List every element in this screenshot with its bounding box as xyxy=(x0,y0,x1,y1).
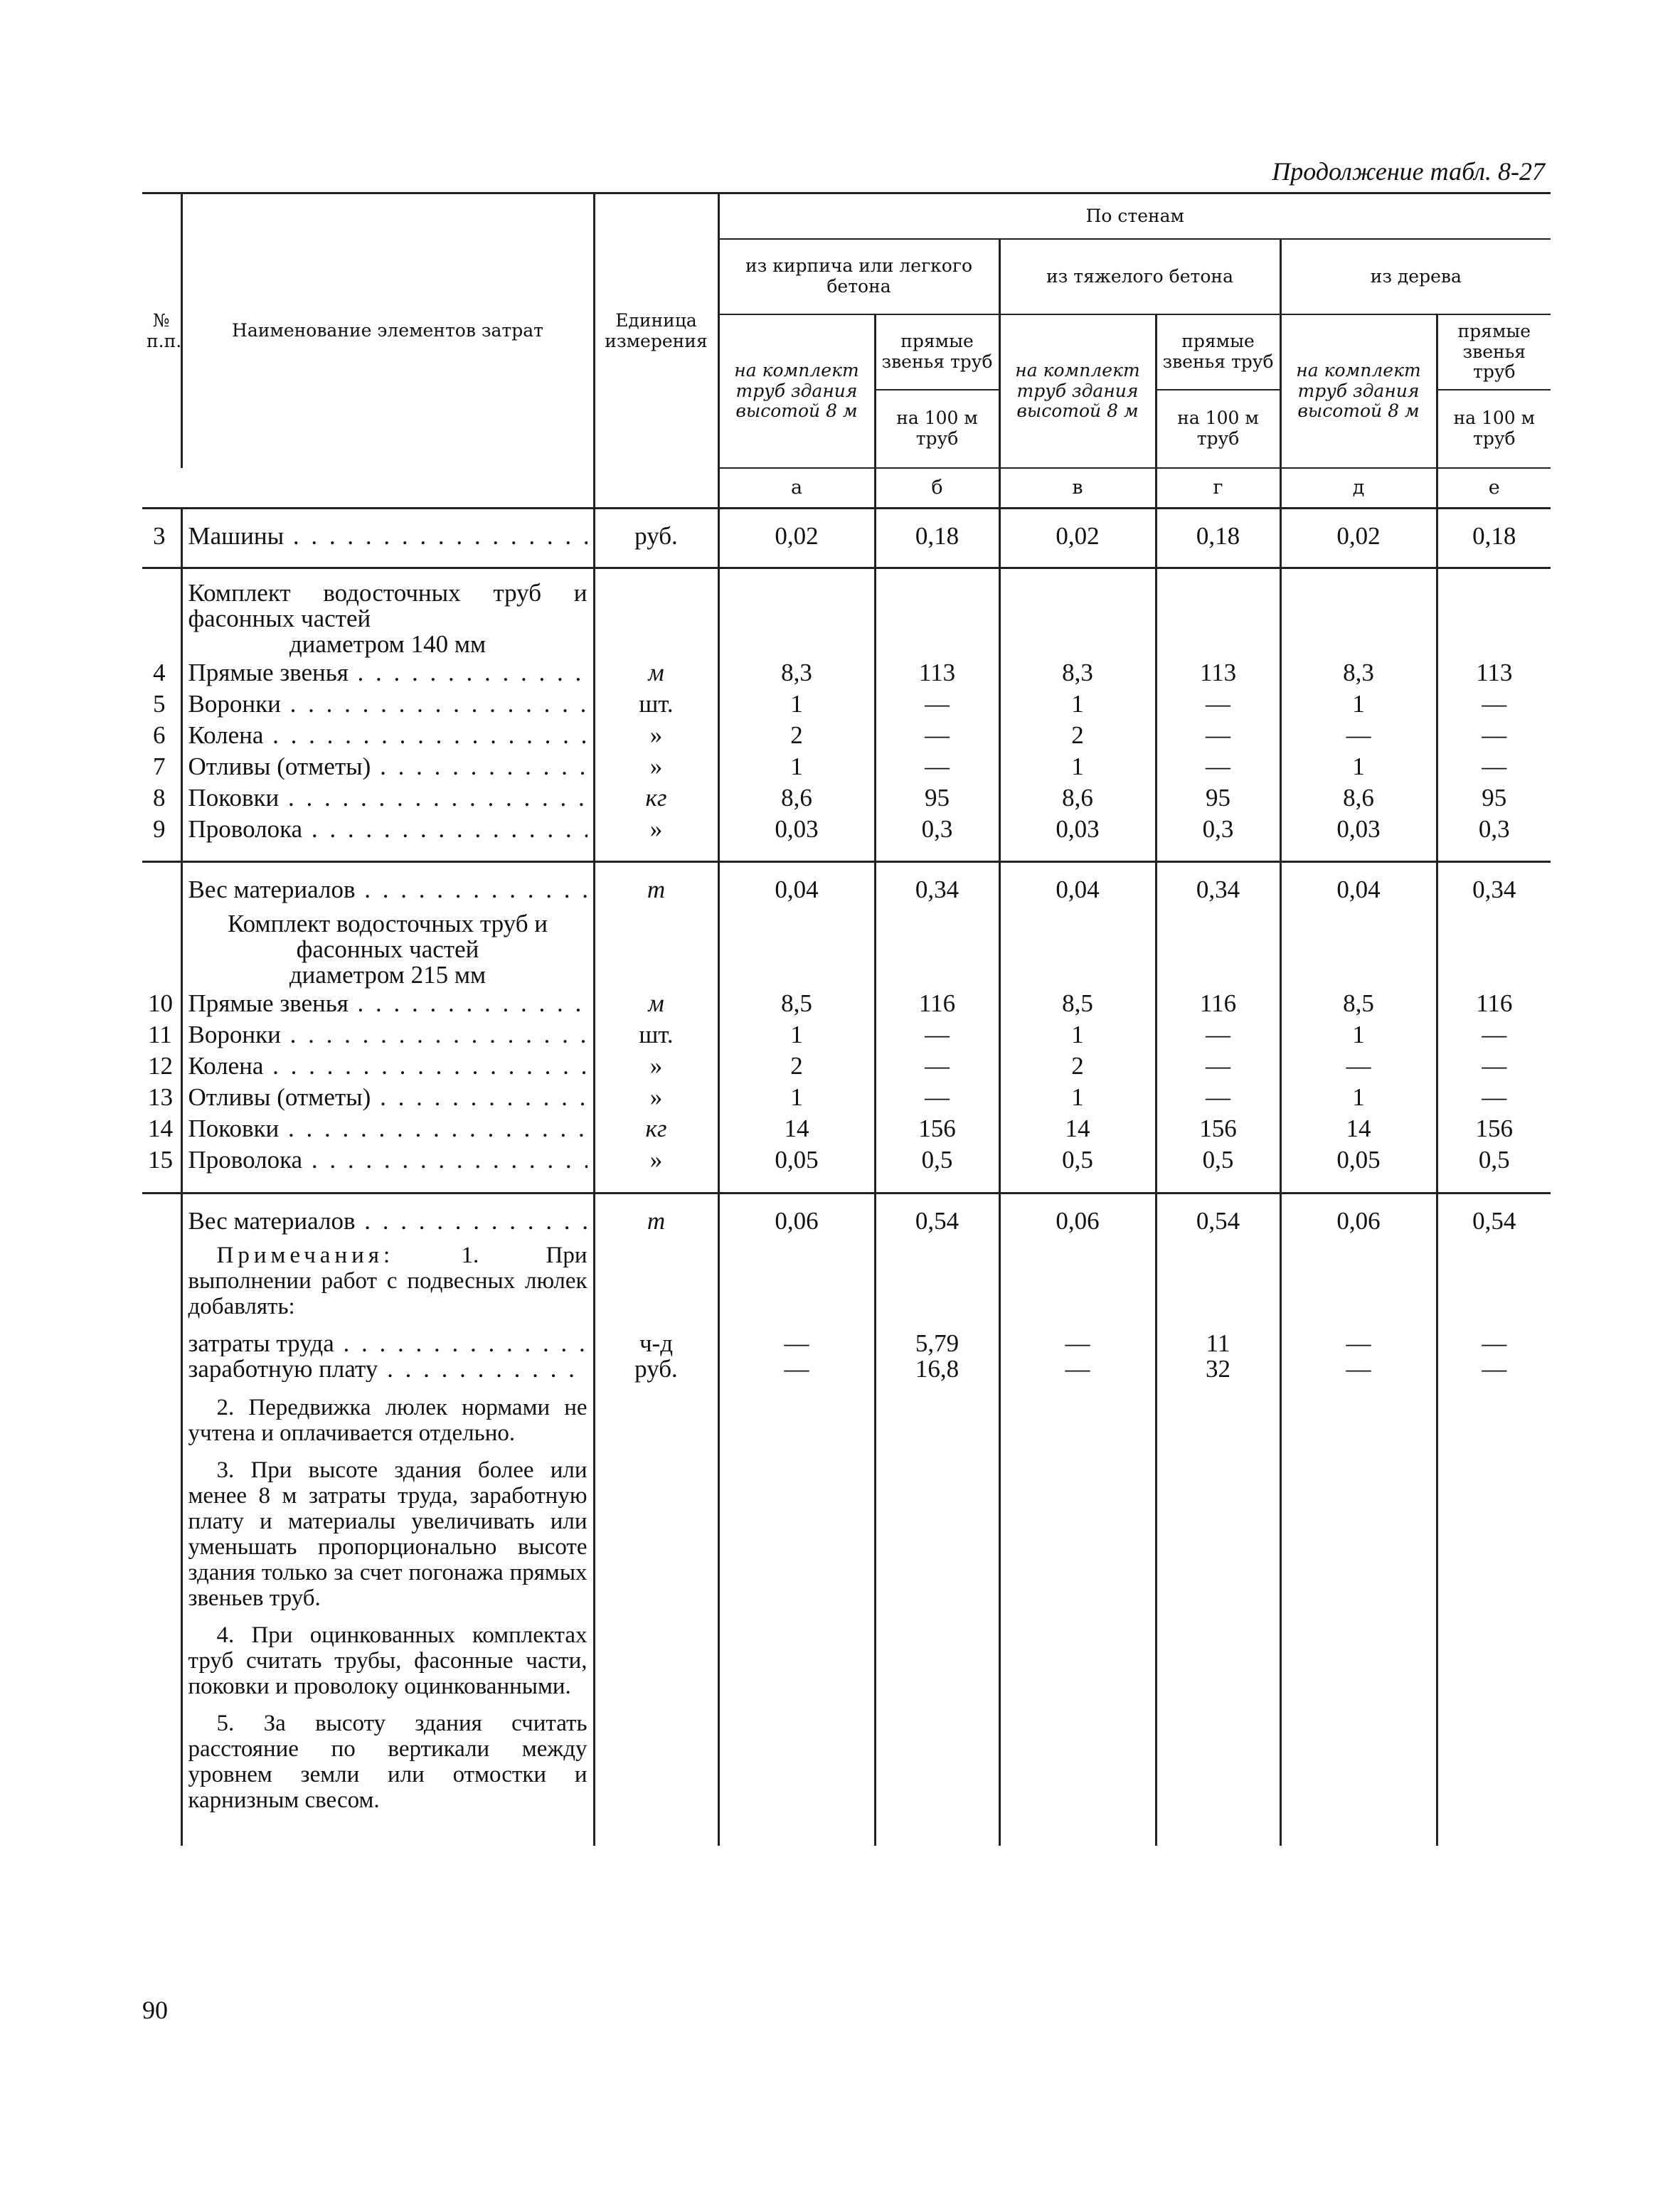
page-number: 90 xyxy=(142,1996,168,2024)
set215-diameter: диаметром 215 мм xyxy=(289,961,487,989)
cell-e: — xyxy=(1482,1083,1507,1111)
table-row xyxy=(142,509,1551,553)
cell-d: 1 xyxy=(1280,1019,1437,1051)
table-row xyxy=(142,1051,1551,1082)
table-header xyxy=(142,193,1551,509)
cell-v: 1 xyxy=(999,1019,1156,1051)
header-complect-a: на комплект труб здания высотой 8 м xyxy=(718,314,875,468)
table-row xyxy=(142,751,1551,782)
table-caption: Продолжение табл. 8-27 xyxy=(1272,157,1545,186)
set140-title: Комплект водосточных труб и фасонных частей xyxy=(188,578,588,632)
cell-b: — xyxy=(875,1019,999,1051)
section-title-row xyxy=(142,568,1551,657)
row-no: 9 xyxy=(142,814,181,845)
cell-g: — xyxy=(1156,1051,1280,1082)
row-name: Колена xyxy=(188,721,264,749)
note-1-text: 1. При выполнении работ с подвесных люлек добавлять: xyxy=(188,1242,588,1319)
row-name: Проволока xyxy=(188,1146,303,1174)
header-group-brick: из кирпича или легкого бетона xyxy=(718,239,999,314)
cell-e: — xyxy=(1482,721,1507,749)
cell-v: 0,02 xyxy=(999,509,1156,553)
cell-a: — xyxy=(718,1356,875,1382)
col-letter-d: д xyxy=(1280,468,1437,509)
cell-a: 0,04 xyxy=(718,862,875,906)
row-no: 7 xyxy=(142,751,181,782)
cell-g: 113 xyxy=(1156,657,1280,689)
table-row xyxy=(142,1356,1551,1382)
row-no: 8 xyxy=(142,782,181,814)
cell-g: — xyxy=(1156,751,1280,782)
row-unit: » xyxy=(594,814,718,845)
cell-d: 1 xyxy=(1280,689,1437,720)
notes-heading: Примечания: xyxy=(216,1242,395,1268)
cell-b: — xyxy=(875,1051,999,1082)
set215-title: Комплект водосточных труб и фасонных частей xyxy=(227,910,548,963)
header-complect-d: на комплект труб здания высотой 8 м xyxy=(1280,314,1437,468)
cell-d: 8,3 xyxy=(1280,657,1437,689)
cell-d: 14 xyxy=(1280,1113,1437,1144)
cell-d: 8,5 xyxy=(1280,988,1437,1019)
table-row xyxy=(142,1019,1551,1051)
cell-e: — xyxy=(1482,1354,1507,1383)
row-no: 3 xyxy=(142,509,181,553)
row-no: 12 xyxy=(142,1051,181,1082)
header-per100-e: на 100 м труб xyxy=(1453,408,1536,449)
row-name: Отливы (отметы) xyxy=(188,1083,371,1111)
row-unit: шт. xyxy=(594,689,718,720)
wage-label: заработную плату xyxy=(188,1356,378,1382)
cell-g: 116 xyxy=(1156,988,1280,1019)
cell-e: — xyxy=(1482,752,1507,780)
row-no: 6 xyxy=(142,720,181,751)
cell-g: 95 xyxy=(1156,782,1280,814)
cell-a: 1 xyxy=(718,751,875,782)
table-row xyxy=(142,657,1551,689)
cell-v: 0,04 xyxy=(999,862,1156,906)
note-1 xyxy=(188,1243,588,1319)
cell-v: 2 xyxy=(999,1051,1156,1082)
cell-b: 0,34 xyxy=(875,862,999,906)
cell-e: 95 xyxy=(1482,783,1507,812)
cell-a: 0,06 xyxy=(718,1193,875,1237)
cell-g: 0,34 xyxy=(1156,862,1280,906)
cell-d: 1 xyxy=(1280,1082,1437,1113)
cell-v: 14 xyxy=(999,1113,1156,1144)
row-no: 5 xyxy=(142,689,181,720)
table-row xyxy=(142,689,1551,720)
note-3: 3. При высоте здания более или менее 8 м затраты труда, заработную плату и материалы увеличивать или уменьшать пропорционально высоте здания только за счет погонажа прямых звеньев труб. xyxy=(188,1457,588,1611)
cell-d: 0,04 xyxy=(1280,862,1437,906)
row-name: Поковки xyxy=(188,783,280,812)
cell-e: 0,18 xyxy=(1472,522,1516,550)
cell-e: — xyxy=(1482,1021,1507,1048)
section-title-row xyxy=(142,905,1551,988)
row-name: Воронки xyxy=(188,689,281,718)
table-row xyxy=(142,1082,1551,1113)
col-letter-a: а xyxy=(718,468,875,509)
header-straight-g: прямые звенья труб xyxy=(1156,314,1280,390)
row-name: Колена xyxy=(188,1052,264,1080)
cell-v: 0,06 xyxy=(999,1193,1156,1237)
cell-g: 32 xyxy=(1156,1356,1280,1382)
row-unit: м xyxy=(594,988,718,1019)
cell-a: 2 xyxy=(718,720,875,751)
cell-g: — xyxy=(1156,1082,1280,1113)
cell-v: 1 xyxy=(999,1082,1156,1113)
cell-g: — xyxy=(1156,689,1280,720)
col-letter-v: в xyxy=(999,468,1156,509)
table-row xyxy=(142,814,1551,845)
header-straight-b: прямые звенья труб xyxy=(875,314,999,390)
cell-d: — xyxy=(1280,720,1437,751)
note-5: 5. За высоту здания считать расстояние по вертикали между уровнем земли или отмостки и карнизным свесом. xyxy=(188,1710,588,1813)
row-name: Воронки xyxy=(188,1021,281,1048)
row-no: 10 xyxy=(142,988,181,1019)
col-letter-b: б xyxy=(875,468,999,509)
cell-a: 1 xyxy=(718,689,875,720)
cell-d: 0,05 xyxy=(1280,1144,1437,1176)
header-group-concrete: из тяжелого бетона xyxy=(999,239,1280,314)
row-name: Прямые звенья xyxy=(188,658,349,686)
cell-b: 0,18 xyxy=(875,509,999,553)
cell-b: — xyxy=(875,720,999,751)
cell-b: 95 xyxy=(875,782,999,814)
weight-row xyxy=(142,862,1551,906)
cell-b: 5,79 xyxy=(875,1331,999,1356)
cell-a: 0,05 xyxy=(718,1144,875,1176)
cell-b: — xyxy=(875,751,999,782)
table-row xyxy=(142,988,1551,1019)
cell-b: 0,3 xyxy=(875,814,999,845)
row-unit: м xyxy=(594,657,718,689)
header-per100-b: на 100 м труб xyxy=(875,390,999,468)
cell-a: — xyxy=(718,1331,875,1356)
row-unit: » xyxy=(594,1051,718,1082)
cost-table xyxy=(142,192,1551,1846)
cell-v: 8,5 xyxy=(999,988,1156,1019)
note-2: 2. Передвижка люлек нормами не учтена и оплачивается отдельно. xyxy=(188,1394,588,1446)
cell-a: 8,3 xyxy=(718,657,875,689)
cell-v: — xyxy=(999,1331,1156,1356)
cell-b: 0,54 xyxy=(875,1193,999,1237)
cell-d: 0,02 xyxy=(1280,509,1437,553)
cell-g: — xyxy=(1156,1019,1280,1051)
cell-a: 8,5 xyxy=(718,988,875,1019)
row-name: Поковки xyxy=(188,1115,280,1142)
labor-label: затраты труда xyxy=(188,1330,334,1356)
row-name: Прямые звенья xyxy=(188,989,349,1017)
cell-a: 8,6 xyxy=(718,782,875,814)
cell-v: 0,03 xyxy=(999,814,1156,845)
weight-label: Вес материалов xyxy=(188,876,356,903)
row-unit: кг xyxy=(594,1113,718,1144)
header-walls: По стенам xyxy=(718,193,1551,240)
cell-v: — xyxy=(999,1356,1156,1382)
cell-b: 16,8 xyxy=(875,1356,999,1382)
table-row xyxy=(142,1113,1551,1144)
cell-g: 0,54 xyxy=(1156,1193,1280,1237)
cell-e: — xyxy=(1482,1329,1507,1357)
cell-g: 0,5 xyxy=(1156,1144,1280,1176)
cell-b: — xyxy=(875,689,999,720)
cell-v: 8,3 xyxy=(999,657,1156,689)
row-unit: шт. xyxy=(594,1019,718,1051)
cell-e: — xyxy=(1482,689,1507,718)
cell-e: 113 xyxy=(1476,658,1513,686)
row-name: Проволока xyxy=(188,814,303,843)
cell-e: 116 xyxy=(1476,989,1513,1017)
table-row xyxy=(142,720,1551,751)
col-letter-g: г xyxy=(1156,468,1280,509)
row-unit: кг xyxy=(594,782,718,814)
row-unit: » xyxy=(594,1082,718,1113)
cell-a: 2 xyxy=(718,1051,875,1082)
cell-e: — xyxy=(1482,1052,1507,1080)
cell-a: 1 xyxy=(718,1082,875,1113)
cell-d: 0,06 xyxy=(1280,1193,1437,1237)
cell-d: 1 xyxy=(1280,751,1437,782)
cell-d: 8,6 xyxy=(1280,782,1437,814)
table-row xyxy=(142,782,1551,814)
labor-unit: ч-д xyxy=(594,1331,718,1356)
cell-g: — xyxy=(1156,720,1280,751)
cell-v: 0,5 xyxy=(999,1144,1156,1176)
row-no: 14 xyxy=(142,1113,181,1144)
notes-row xyxy=(142,1237,1551,1331)
weight-label: Вес материалов xyxy=(188,1206,356,1235)
cell-g: 0,3 xyxy=(1156,814,1280,845)
col-letter-e: е xyxy=(1437,468,1551,509)
row-no: 13 xyxy=(142,1082,181,1113)
row-no: 11 xyxy=(142,1019,181,1051)
cell-e: 0,3 xyxy=(1478,814,1510,843)
header-per100-g: на 100 м труб xyxy=(1156,390,1280,468)
row-unit: руб. xyxy=(594,509,718,553)
cell-v: 1 xyxy=(999,689,1156,720)
cell-e: 0,5 xyxy=(1478,1146,1510,1174)
cell-a: 1 xyxy=(718,1019,875,1051)
row-no: 15 xyxy=(142,1144,181,1176)
cell-e: 0,54 xyxy=(1437,1193,1551,1237)
header-unit: Единица измерения xyxy=(594,193,718,469)
cell-a: 0,03 xyxy=(718,814,875,845)
cell-g: 11 xyxy=(1156,1331,1280,1356)
cell-b: 156 xyxy=(875,1113,999,1144)
row-unit: » xyxy=(594,1144,718,1176)
cell-b: 0,5 xyxy=(875,1144,999,1176)
cell-e: 156 xyxy=(1475,1115,1514,1142)
cell-a: 0,02 xyxy=(718,509,875,553)
cell-a: 14 xyxy=(718,1113,875,1144)
cell-v: 8,6 xyxy=(999,782,1156,814)
header-straight-e: прямые звенья труб xyxy=(1437,314,1551,390)
cell-g: 0,18 xyxy=(1156,509,1280,553)
cell-v: 2 xyxy=(999,720,1156,751)
row-unit: » xyxy=(594,720,718,751)
row-name: Машины xyxy=(188,522,285,550)
cell-d: — xyxy=(1280,1356,1437,1382)
note-4: 4. При оцинкованных комплектах труб считать трубы, фасонные части, поковки и проволоку оцинкованными. xyxy=(188,1622,588,1699)
cell-b: — xyxy=(875,1082,999,1113)
table-body xyxy=(142,509,1551,1846)
weight-unit: т xyxy=(594,862,718,906)
header-complect-v: на комплект труб здания высотой 8 м xyxy=(999,314,1156,468)
notes-row xyxy=(142,1382,1551,1846)
cell-d: — xyxy=(1280,1051,1437,1082)
cell-g: 156 xyxy=(1156,1113,1280,1144)
header-name: Наименование элементов затрат xyxy=(181,193,594,469)
cell-e: 0,34 xyxy=(1437,862,1551,906)
cell-b: 113 xyxy=(875,657,999,689)
table-row xyxy=(142,1331,1551,1356)
table-row xyxy=(142,1144,1551,1176)
wage-unit: руб. xyxy=(594,1356,718,1382)
cell-b: 116 xyxy=(875,988,999,1019)
header-group-wood: из дерева xyxy=(1280,239,1551,314)
weight-unit: т xyxy=(594,1193,718,1237)
set140-diameter: диаметром 140 мм xyxy=(289,629,487,658)
row-no: 4 xyxy=(142,657,181,689)
cell-v: 1 xyxy=(999,751,1156,782)
weight-row xyxy=(142,1193,1551,1237)
header-no: № п.п. xyxy=(142,193,181,469)
row-unit: » xyxy=(594,751,718,782)
cell-d: — xyxy=(1280,1331,1437,1356)
row-name: Отливы (отметы) xyxy=(188,752,371,780)
cell-d: 0,03 xyxy=(1280,814,1437,845)
